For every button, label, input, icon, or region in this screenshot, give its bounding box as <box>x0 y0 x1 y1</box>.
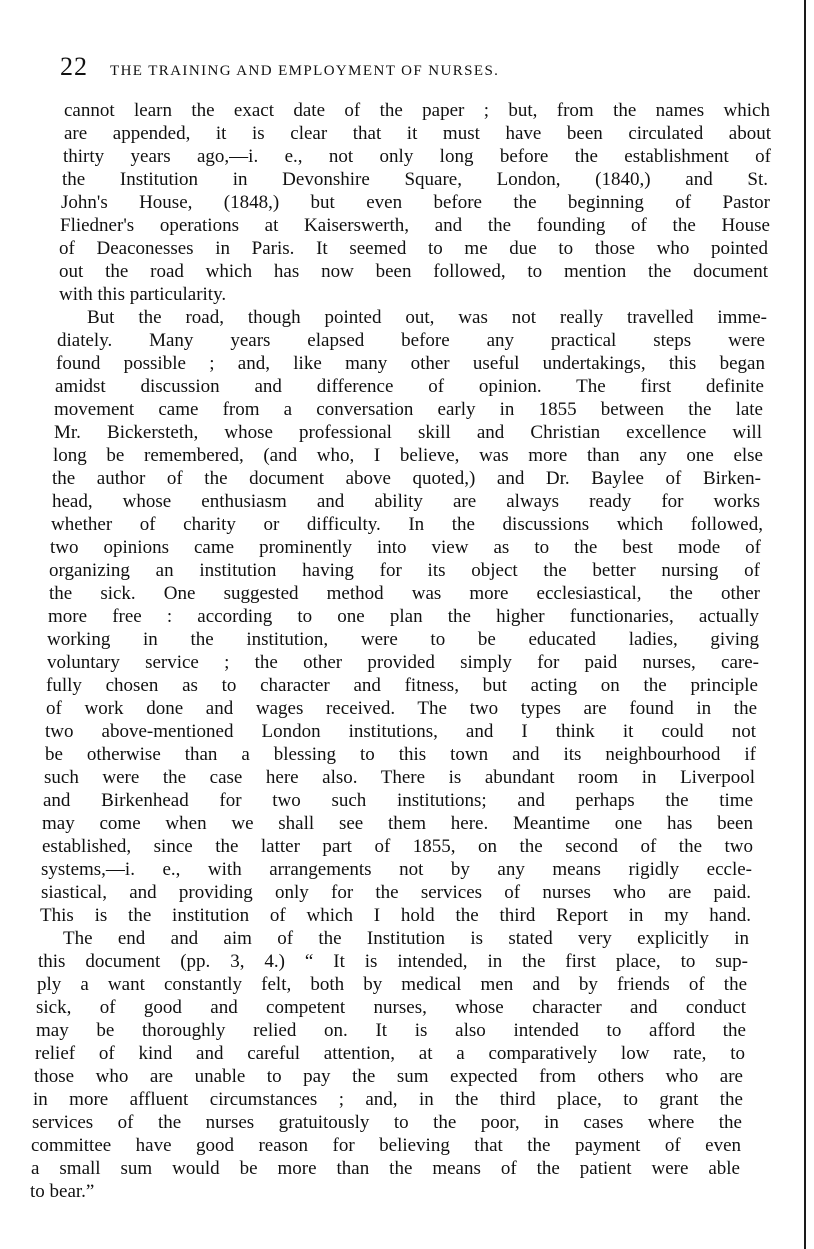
page-edge-rule <box>804 0 806 1249</box>
text-line: two above-mentioned London institutions, and I think it could not <box>45 721 756 742</box>
text-line: whether of charity or difficulty. In the discussions which followed, <box>51 514 763 535</box>
text-line: with this particularity. <box>59 284 227 305</box>
text-line: working in the institution, were to be educated ladies, giving <box>47 629 759 650</box>
text-line: the author of the document above quoted,) and Dr. Baylee of Birken- <box>52 468 761 489</box>
text-line: committee have good reason for believing that the payment of even <box>31 1135 741 1156</box>
text-line: the Institution in Devonshire Square, London, (1840,) and St. <box>62 169 768 190</box>
text-line: sick, of good and competent nurses, whose character and conduct <box>36 997 746 1018</box>
text-line: services of the nurses gratuitously to the poor, in cases where the <box>32 1112 742 1133</box>
text-line: movement came from a conversation early in 1855 between the late <box>54 399 763 420</box>
text-line: John's House, (1848,) but even before the beginning of Pastor <box>61 192 770 213</box>
text-line: of work done and wages received. The two types are found in the <box>46 698 757 719</box>
text-line: found possible ; and, like many other useful undertakings, this began <box>56 353 765 374</box>
text-line: diately. Many years elapsed before any practical steps were <box>57 330 765 351</box>
text-line: This is the institution of which I hold the third Report in my hand. <box>40 905 751 926</box>
text-line: head, whose enthusiasm and ability are always ready for works <box>52 491 760 512</box>
text-line: ply a want constantly felt, both by medical men and by friends of the <box>37 974 747 995</box>
text-line: are appended, it is clear that it must have been circulated about <box>64 123 771 144</box>
text-line: a small sum would be more than the means of the patient were able <box>31 1158 740 1179</box>
text-line: cannot learn the exact date of the paper ; but, from the names which <box>64 100 770 121</box>
text-line: Fliedner's operations at Kaiserswerth, and the founding of the House <box>60 215 770 236</box>
text-line: of Deaconesses in Paris. It seemed to me due to those who pointed <box>59 238 768 259</box>
running-title: THE TRAINING AND EMPLOYMENT OF NURSES. <box>110 63 500 79</box>
text-line: siastical, and providing only for the services of nurses who are paid. <box>41 882 751 903</box>
text-line: amidst discussion and difference of opinion. The first definite <box>55 376 764 397</box>
text-line: in more affluent circumstances ; and, in the third place, to grant the <box>33 1089 743 1110</box>
text-line: The end and aim of the Institution is stated very explicitly in <box>63 928 749 949</box>
text-line: But the road, though pointed out, was not really travelled imme- <box>87 307 767 328</box>
text-line: the sick. One suggested method was more ecclesiastical, the other <box>49 583 760 604</box>
text-line: long be remembered, (and who, I believe, was more than any one else <box>53 445 763 466</box>
text-line: relief of kind and careful attention, at a comparatively low rate, to <box>35 1043 745 1064</box>
text-line: out the road which has now been followed, to mention the document <box>59 261 768 282</box>
text-line: Mr. Bickersteth, whose professional skill and Christian excellence will <box>54 422 762 443</box>
text-line: organizing an institution having for its object the better nursing of <box>49 560 760 581</box>
text-line: those who are unable to pay the sum expected from others who are <box>34 1066 743 1087</box>
text-line: fully chosen as to character and fitness, but acting on the principle <box>46 675 758 696</box>
text-line: more free : according to one plan the higher functionaries, actually <box>48 606 759 627</box>
page-header <box>60 52 760 86</box>
text-line: and Birkenhead for two such institutions; and perhaps the time <box>43 790 753 811</box>
text-line: two opinions came prominently into view as to the best mode of <box>50 537 761 558</box>
text-line: this document (pp. 3, 4.) “ It is intended, in the first place, to sup- <box>38 951 748 972</box>
text-line: voluntary service ; the other provided simply for paid nurses, care- <box>47 652 759 673</box>
page-number: 22 <box>60 52 88 81</box>
text-line: systems,—i. e., with arrangements not by any means rigidly eccle- <box>41 859 752 880</box>
text-line: may be thoroughly relied on. It is also intended to afford the <box>36 1020 746 1041</box>
text-line: such were the case here also. There is abundant room in Liverpool <box>44 767 755 788</box>
text-line: be otherwise than a blessing to this town and its neighbourhood if <box>45 744 756 765</box>
text-line: to bear.” <box>30 1181 95 1202</box>
text-line: may come when we shall see them here. Meantime one has been <box>42 813 753 834</box>
text-line: thirty years ago,—i. e., not only long before the establishment of <box>63 146 771 167</box>
text-line: established, since the latter part of 1855, on the second of the two <box>42 836 753 857</box>
